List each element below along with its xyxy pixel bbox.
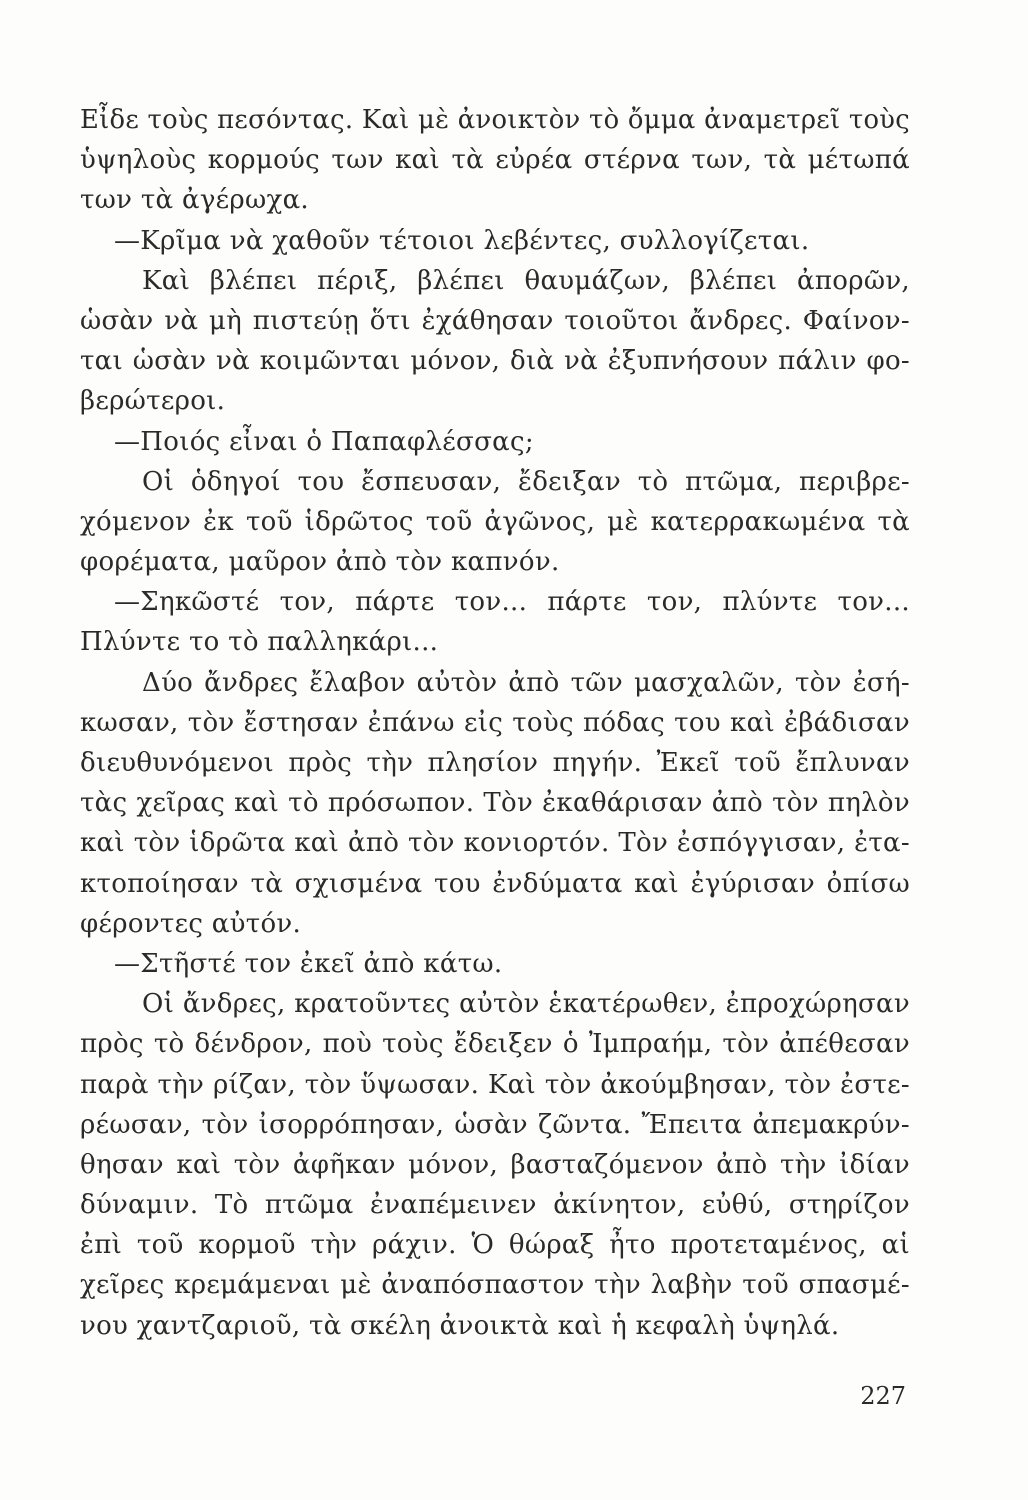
text-line-17: διευθυνόμενοι πρὸς τὴν πλησίον πηγήν. Ἐκεῖ τοῦ ἔπλυναν	[80, 748, 910, 778]
text-line-14: Πλύντε το τὸ παλληκάρι...	[80, 627, 439, 658]
text-line-12: φορέματα, μαῦρον ἀπὸ τὸν καπνόν.	[80, 547, 560, 578]
text-line-23: Οἱ ἄνδρες, κρατοῦντες αὐτὸν ἑκατέρωθεν, ἐπροχώρησαν	[142, 989, 910, 1020]
text-line-28: δύναμιν. Τὸ πτῶμα ἐναπέμεινεν ἀκίνητον, εὐθύ, στηρίζον	[80, 1190, 910, 1221]
text-line-11: χόμενον ἐκ τοῦ ἱδρῶτος τοῦ ἀγῶνος, μὲ κατερρακωμένα τὰ	[80, 506, 910, 537]
text-line-21: φέροντες αὐτόν.	[80, 908, 302, 939]
text-line-9: —Ποιός εἶναι ὁ Παπαφλέσσας;	[114, 426, 534, 457]
body-text	[80, 100, 910, 1346]
text-line-31: νου χαντζαριοῦ, τὰ σκέλη ἀνοικτὰ καὶ ἡ κεφαλὴ ὑψηλά.	[80, 1310, 840, 1341]
text-line-19: καὶ τὸν ἱδρῶτα καὶ ἀπὸ τὸν κονιορτόν. Τὸν ἐσπόγγισαν, ἐτα-	[80, 828, 910, 859]
text-line-16: κωσαν, τὸν ἔστησαν ἐπάνω εἰς τοὺς πόδας του καὶ ἐβάδισαν	[80, 707, 910, 738]
text-line-2: ὑψηλοὺς κορμούς των καὶ τὰ εὐρέα στέρνα των, τὰ μέτωπά	[80, 145, 910, 176]
text-line-30: χεῖρες κρεμάμεναι μὲ ἀναπόσπαστον τὴν λαβὴν τοῦ σπασμέ-	[80, 1270, 910, 1301]
text-line-18: τὰς χεῖρας καὶ τὸ πρόσωπον. Τὸν ἐκαθάρισαν ἀπὸ τὸν πηλὸν	[80, 788, 910, 819]
text-line-29: ἐπὶ τοῦ κορμοῦ τὴν ράχιν. Ὁ θώραξ ἦτο προτεταμένος, αἱ	[80, 1230, 910, 1261]
text-line-7: ται ὡσὰν νὰ κοιμῶνται μόνον, διὰ νὰ ἐξυπνήσουν πάλιν φο-	[80, 346, 910, 377]
text-line-27: θησαν καὶ τὸν ἀφῆκαν μόνον, βασταζόμενον ἀπὸ τὴν ἰδίαν	[80, 1149, 910, 1180]
text-line-25: παρὰ τὴν ρίζαν, τὸν ὕψωσαν. Καὶ τὸν ἀκούμβησαν, τὸν ἐστε-	[80, 1069, 910, 1100]
text-line-15: Δύο ἄνδρες ἔλαβον αὐτὸν ἀπὸ τῶν μασχαλῶν, τὸν ἐσή-	[142, 667, 910, 698]
text-line-5: Καὶ βλέπει πέριξ, βλέπει θαυμάζων, βλέπει ἀπορῶν,	[142, 265, 910, 296]
text-line-22: —Στῆστέ τον ἐκεῖ ἀπὸ κάτω.	[114, 948, 503, 979]
text-line-24: πρὸς τὸ δένδρον, ποὺ τοὺς ἔδειξεν ὁ Ἰμπραήμ, τὸν ἀπέθεσαν	[80, 1029, 910, 1060]
text-line-3: των τὰ ἀγέρωχα.	[80, 185, 309, 216]
text-line-10: Οἱ ὁδηγοί του ἔσπευσαν, ἔδειξαν τὸ πτῶμα, περιβρε-	[142, 466, 910, 497]
text-line-4: —Κρῖμα νὰ χαθοῦν τέτοιοι λεβέντες, συλλογίζεται.	[114, 225, 810, 256]
text-line-8: βερώτεροι.	[80, 386, 226, 417]
text-line-6: ὡσὰν νὰ μὴ πιστεύῃ ὅτι ἐχάθησαν τοιοῦτοι ἄνδρες. Φαίνον-	[80, 305, 910, 336]
page-number: 227	[860, 1382, 906, 1410]
text-line-13: —Σηκῶστέ τον, πάρτε τον... πάρτε τον, πλύντε τον...	[114, 587, 910, 618]
text-line-20: κτοποίησαν τὰ σχισμένα του ἐνδύματα καὶ ἐγύρισαν ὀπίσω	[80, 868, 910, 899]
text-line-1: Εἶδε τοὺς πεσόντας. Καὶ μὲ ἀνοικτὸν τὸ ὄμμα ἀναμετρεῖ τοὺς	[80, 105, 911, 135]
text-line-26: ρέωσαν, τὸν ἰσορρόπησαν, ὡσὰν ζῶντα. Ἔπειτα ἀπεμακρύν-	[80, 1109, 910, 1140]
